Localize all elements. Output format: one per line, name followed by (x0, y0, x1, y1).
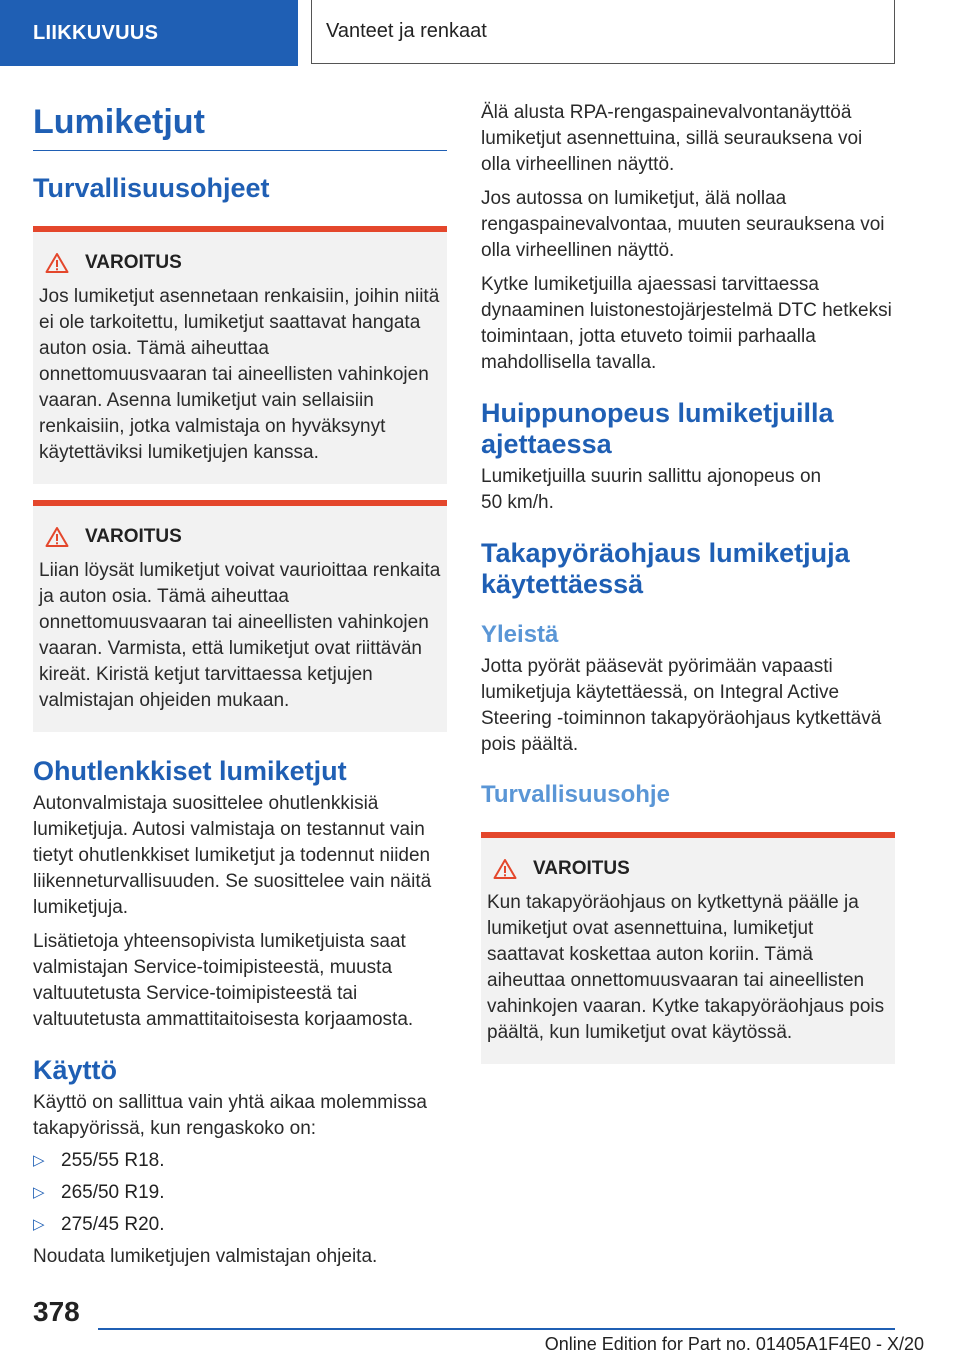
warning-label: VAROITUS (85, 526, 182, 547)
paragraph-rpa: Älä alusta RPA-rengaspainevalvontanäyttöä lumiketjut asennettuina, sillä seurauksena voi olla virheellinen näyttö. (481, 102, 863, 175)
page-header (0, 0, 960, 66)
triangle-bullet-icon: ▷ (33, 1184, 45, 1201)
warning-box-1 (33, 226, 447, 484)
paragraph-dtc: Kytke lumiketjuilla ajaessasi tarvittaessa dynaaminen luistonestojärjestelmä DTC hetkeksi toimintaan, jotta etuveto toimii parhaalla mahdollisella tavalla. (481, 274, 892, 373)
paragraph-thin-1: Autonvalmistaja suosittelee ohutlenkkisiä lumiketjuja. Autosi valmistaja on testannut vain tietyt ohutlenkkiset lumiketjut ja todennut niiden liikenneturvallisuuden. Se suosittelee vain näitä lumiketjuja. (33, 793, 432, 918)
heading-safety: Turvallisuusohjeet (33, 173, 270, 203)
heading-general: Yleistä (481, 621, 559, 648)
warning-label: VAROITUS (533, 858, 630, 879)
edition-text: Online Edition for Part no. 01405A1F4E0 - X/20 (544, 1334, 924, 1354)
paragraph-use: Käyttö on sallittua vain yhtä aikaa molemmissa takapyörissä, kun rengaskoko on: (33, 1092, 427, 1139)
chapter-title: Vanteet ja renkaat (311, 0, 895, 64)
warning-title (493, 854, 889, 884)
tire-size-list (33, 1148, 447, 1238)
warning-text: Liian löysät lumiketjut voivat vaurioittaa renkaita ja auton osia. Tämä aiheuttaa onnettomuusvaaran tai aineellisten vahinkojen vaaran. Varmista, että lumiketjut ovat riittävän kireät. Kiristä ketjut tarvittaessa ketjujen valmistajan ohjeiden mukaan. (39, 560, 441, 711)
warning-label: VAROITUS (85, 252, 182, 273)
page-number: 378 (33, 1296, 80, 1327)
warning-box-3 (481, 832, 895, 1064)
warning-text: Jos lumiketjut asennetaan renkaisiin, joihin niitä ei ole tarkoitettu, lumiketjut saattavat hangata auton osia. Tämä aiheuttaa onnettomuusvaaran tai aineellisten vahinkojen vaaran. Asenna lumiketjut vain sellaisiin renkaisiin, jotka valmistaja on hyväksynyt käytettäviksi lumiketjujen kanssa. (39, 286, 440, 463)
paragraph-speed: Lumiketjuilla suurin sallittu ajonopeus on 50 km/h. (481, 466, 822, 513)
list-item: ▷ 255/55 R18. (33, 1148, 447, 1174)
triangle-bullet-icon: ▷ (33, 1216, 45, 1233)
warning-title (45, 248, 441, 278)
warning-triangle-icon (45, 252, 69, 274)
heading-safety-note: Turvallisuusohje (481, 781, 670, 808)
page-title: Lumiketjut (33, 100, 447, 151)
warning-triangle-icon (493, 858, 517, 880)
list-item: ▷ 275/45 R20. (33, 1212, 447, 1238)
warning-triangle-icon (45, 526, 69, 548)
triangle-bullet-icon: ▷ (33, 1152, 45, 1169)
warning-title (45, 522, 441, 552)
section-tab: LIIKKUVUUS (0, 0, 298, 66)
heading-use: Käyttö (33, 1055, 118, 1085)
warning-text: Kun takapyöräohjaus on kytkettynä päälle ja lumiketjut ovat asennettuina, lumiketjut saattavat koskettaa auton koriin. Tämä aiheuttaa onnettomuusvaaran tai aineellisten vahinkojen vaaran. Kytke takapyöräohjaus pois päältä, kun lumiketjut ovat käytössä. (487, 892, 885, 1043)
heading-thin-chains: Ohutlenkkiset lumiketjut (33, 756, 347, 786)
paragraph-reset: Jos autossa on lumiketjut, älä nollaa rengaspainevalvontaa, muuten seurauksena voi olla virheellinen näyttö. (481, 188, 885, 261)
warning-box-2 (33, 500, 447, 732)
heading-rear-steering: Takapyöräohjaus lumiketjuja käytettäessä (481, 538, 850, 599)
left-column (33, 100, 447, 1270)
list-item: ▷ 265/50 R19. (33, 1180, 447, 1206)
heading-top-speed: Huippunopeus lumiketjuilla ajettaessa (481, 398, 834, 459)
paragraph-follow: Noudata lumiketjujen valmistajan ohjeita. (33, 1246, 378, 1267)
footer-divider (98, 1328, 895, 1330)
right-column (481, 100, 895, 1064)
paragraph-general: Jotta pyörät pääsevät pyörimään vapaasti lumiketjuja käytettäessä, on Integral Active Steering -toiminnon takapyöräohjaus kytkettävä pois päältä. (481, 656, 882, 755)
paragraph-thin-2: Lisätietoja yhteensopivista lumiketjuista saat valmistajan Service-toimipisteestä, muusta valtuutetusta Service-toimipisteestä tai valtuutetusta ammattitaitoisesta korjaamosta. (33, 931, 414, 1030)
